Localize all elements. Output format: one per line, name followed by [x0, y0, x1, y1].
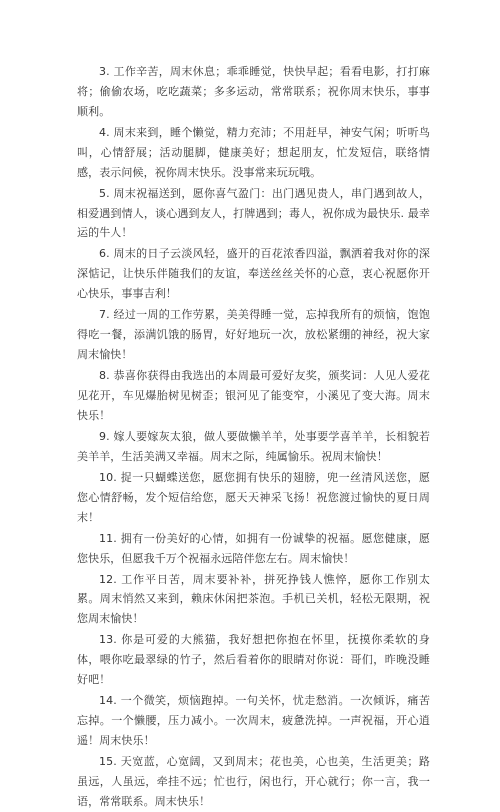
- paragraph-4: 4. 周末来到，睡个懒觉，精力充沛；不用赶早，神安气闲；听听鸟叫，心情舒展；活动腿脚，健康美好；想起朋友，忙发短信，联络情感，表示问候，祝你周末快乐。没事常来玩玩哦。: [77, 125, 430, 179]
- paragraph-14: 14. 一个微笑，烦恼跑掉。一句关怀，忧走愁消。一次倾诉，痛苦忘掉。一个懒腰，压力减小。一次周末，疲惫洗掉。一声祝福，开心逍遥！周末快乐！: [77, 694, 430, 747]
- paragraph-10: 10. 捉一只蝴蝶送您，愿您拥有快乐的翅膀，兜一丝清风送您，愿您心情舒畅，发个短信给您，愿天天神采飞扬！祝您渡过愉快的夏日周末！: [77, 470, 430, 524]
- paragraph-12: 12. 工作平日苦，周末要补补，拼死挣钱人憔悴，愿你工作别太累。周末悄然又来到，赖床休闲把茶泡。手机已关机，轻松无限期，祝您周末愉快！: [77, 572, 430, 626]
- paragraph-7: 7. 经过一周的工作劳累，美美得睡一觉，忘掉我所有的烦恼，饱饱得吃一餐，添满饥饿的肠胃，好好地玩一次，放松紧绷的神经，祝大家周末愉快！: [77, 308, 430, 362]
- paragraph-13: 13. 你是可爱的大熊猫，我好想把你抱在怀里，抚摸你柔软的身体，喂你吃最翠绿的竹子，然后看着你的眼睛对你说：哥们，昨晚没睡好吧！: [77, 633, 430, 687]
- paragraph-15: 15. 天宽蓝，心宽阔，又到周末；花也美，心也美，生活更美；路虽远，人虽远，牵挂不远；忙也行，闲也行，开心就行；你一言，我一语，常常联系。周末快乐！: [77, 754, 430, 808]
- paragraph-8: 8. 恭喜你获得由我选出的本周最可爱好友奖，颁奖词：人见人爱花见花开，车见爆胎树见树歪；银河见了能变窄，小溪见了变大海。周末快乐！: [77, 369, 430, 422]
- paragraph-3: 3. 工作辛苦，周末休息；乖乖睡觉，快快早起；看看电影，打打麻将；偷偷农场，吃吃蔬菜；多多运动，常常联系；祝你周末快乐，事事顺利。: [77, 65, 430, 118]
- paragraph-5: 5. 周末祝福送到，愿你喜气盈门：出门遇见贵人，串门遇到故人，相爱遇到情人，谈心遇到友人，打牌遇到；毒人，祝你成为最快乐. 最幸运的牛人！: [77, 186, 430, 240]
- paragraph-11: 11. 拥有一份美好的心情，如拥有一份诚挚的祝福。愿您健康，愿您快乐，但愿我千万个祝福永远陪伴您左右。周末愉快！: [77, 531, 430, 565]
- paragraph-9: 9. 嫁人要嫁灰太狼，做人要做懒羊羊，处事要学喜羊羊，长相貌若美羊羊，生活美满又幸福。周末之际，纯属愉乐。祝周末愉快！: [77, 429, 430, 463]
- paragraph-6: 6. 周末的日子云淡风轻，盛开的百花浓香四溢，飘洒着我对你的深深惦记，让快乐伴随我们的友谊，奉送丝丝关怀的心意，衷心祝愿你开心快乐，事事吉利！: [77, 247, 430, 301]
